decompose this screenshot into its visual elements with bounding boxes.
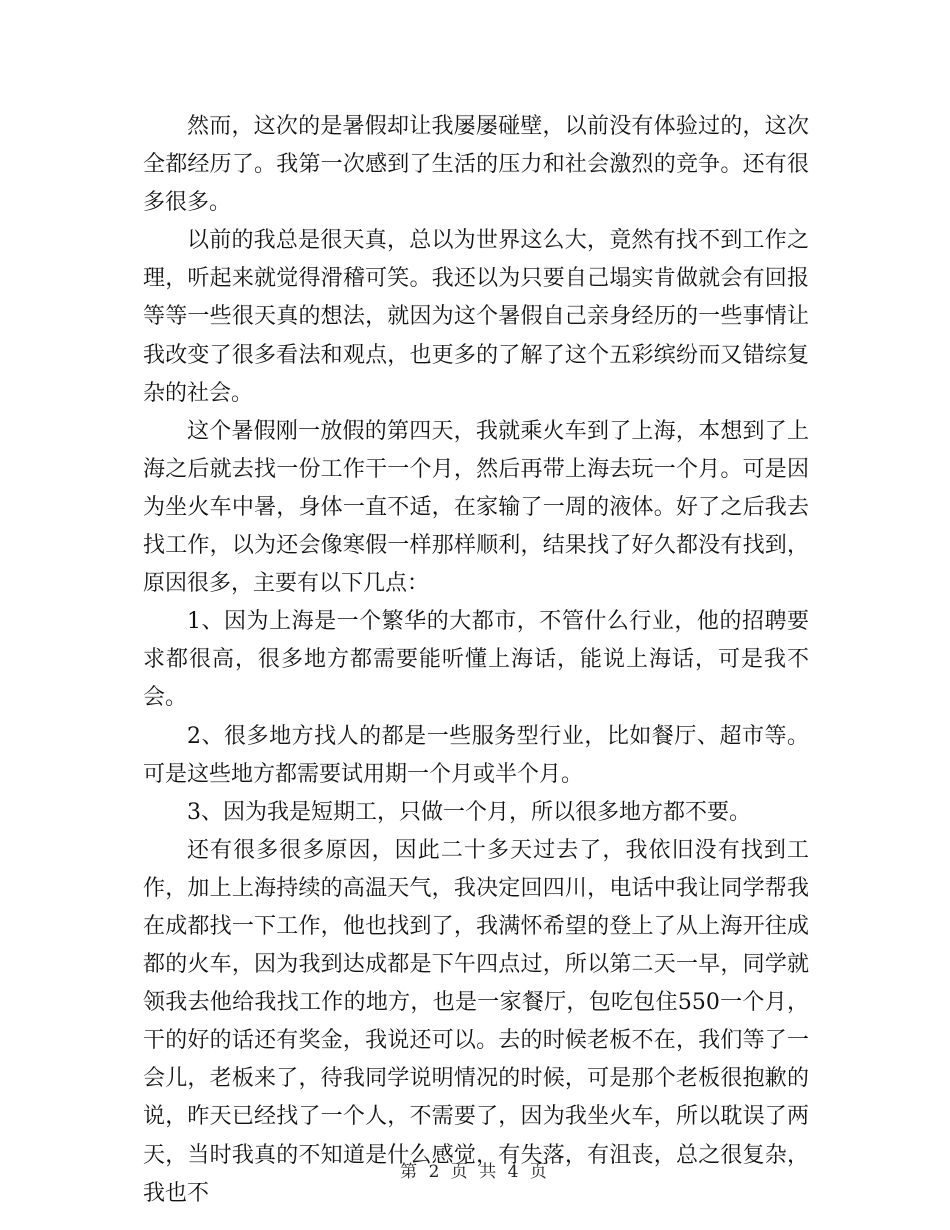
paragraph-7: 还有很多很多原因，因此二十多天过去了，我依旧没有找到工作，加上上海持续的高温天气，我决定回四川，电话中我让同学帮我在成都找一下工作，他也找到了，我满怀希望的登上了从上海开往成都的火车，因为我到达成都是下午四点过，所以第二天一早，同学就领我去他给我找工作的地方，也是一家餐厅，包吃包住550一个月，干的好的话还有奖金，我说还可以。去的时候老板不在，我们等了一会儿，老板来了，待我同学说明情况的时候，可是那个老板很抱歉的说，昨天已经找了一个人，不需要了，因为我坐火车，所以耽误了两天，当时我真的不知道是什么感觉，有失落，有沮丧，总之很复杂，我也不 — [143, 837, 809, 1206]
page-number-footer: 第 2 页 共 4 页 — [400, 1162, 550, 1182]
paragraph-6: 3、因为我是短期工，只做一个月，所以很多地方都不要。 — [187, 799, 751, 825]
paragraph-2: 以前的我总是很天真，总以为世界这么大，竟然有找不到工作之理，听起来就觉得滑稽可笑。我还以为只要自己塌实肯做就会有回报等等一些很天真的想法，就因为这个暑假自己亲身经历的一些事情让我改变了很多看法和观点，也更多的了解了这个五彩缤纷而又错综复杂的社会。 — [143, 228, 809, 406]
paragraph-5: 2、很多地方找人的都是一些服务型行业，比如餐厅、超市等。可是这些地方都需要试用期一个月或半个月。 — [143, 723, 809, 787]
paragraph-1: 然而，这次的是暑假却让我屡屡碰壁，以前没有体验过的，这次全都经历了。我第一次感到了生活的压力和社会激烈的竞争。还有很多很多。 — [143, 114, 809, 216]
paragraph-3: 这个暑假刚一放假的第四天，我就乘火车到了上海，本想到了上海之后就去找一份工作干一个月，然后再带上海去玩一个月。可是因为坐火车中暑，身体一直不适，在家输了一周的液体。好了之后我去找工作，以为还会像寒假一样那样顺利，结果找了好久都没有找到，原因很多，主要有以下几点： — [143, 418, 809, 597]
body-text — [143, 108, 809, 1213]
paragraph-4: 1、因为上海是一个繁华的大都市，不管什么行业，他的招聘要求都很高，很多地方都需要能听懂上海话，能说上海话，可是我不会。 — [143, 609, 809, 711]
